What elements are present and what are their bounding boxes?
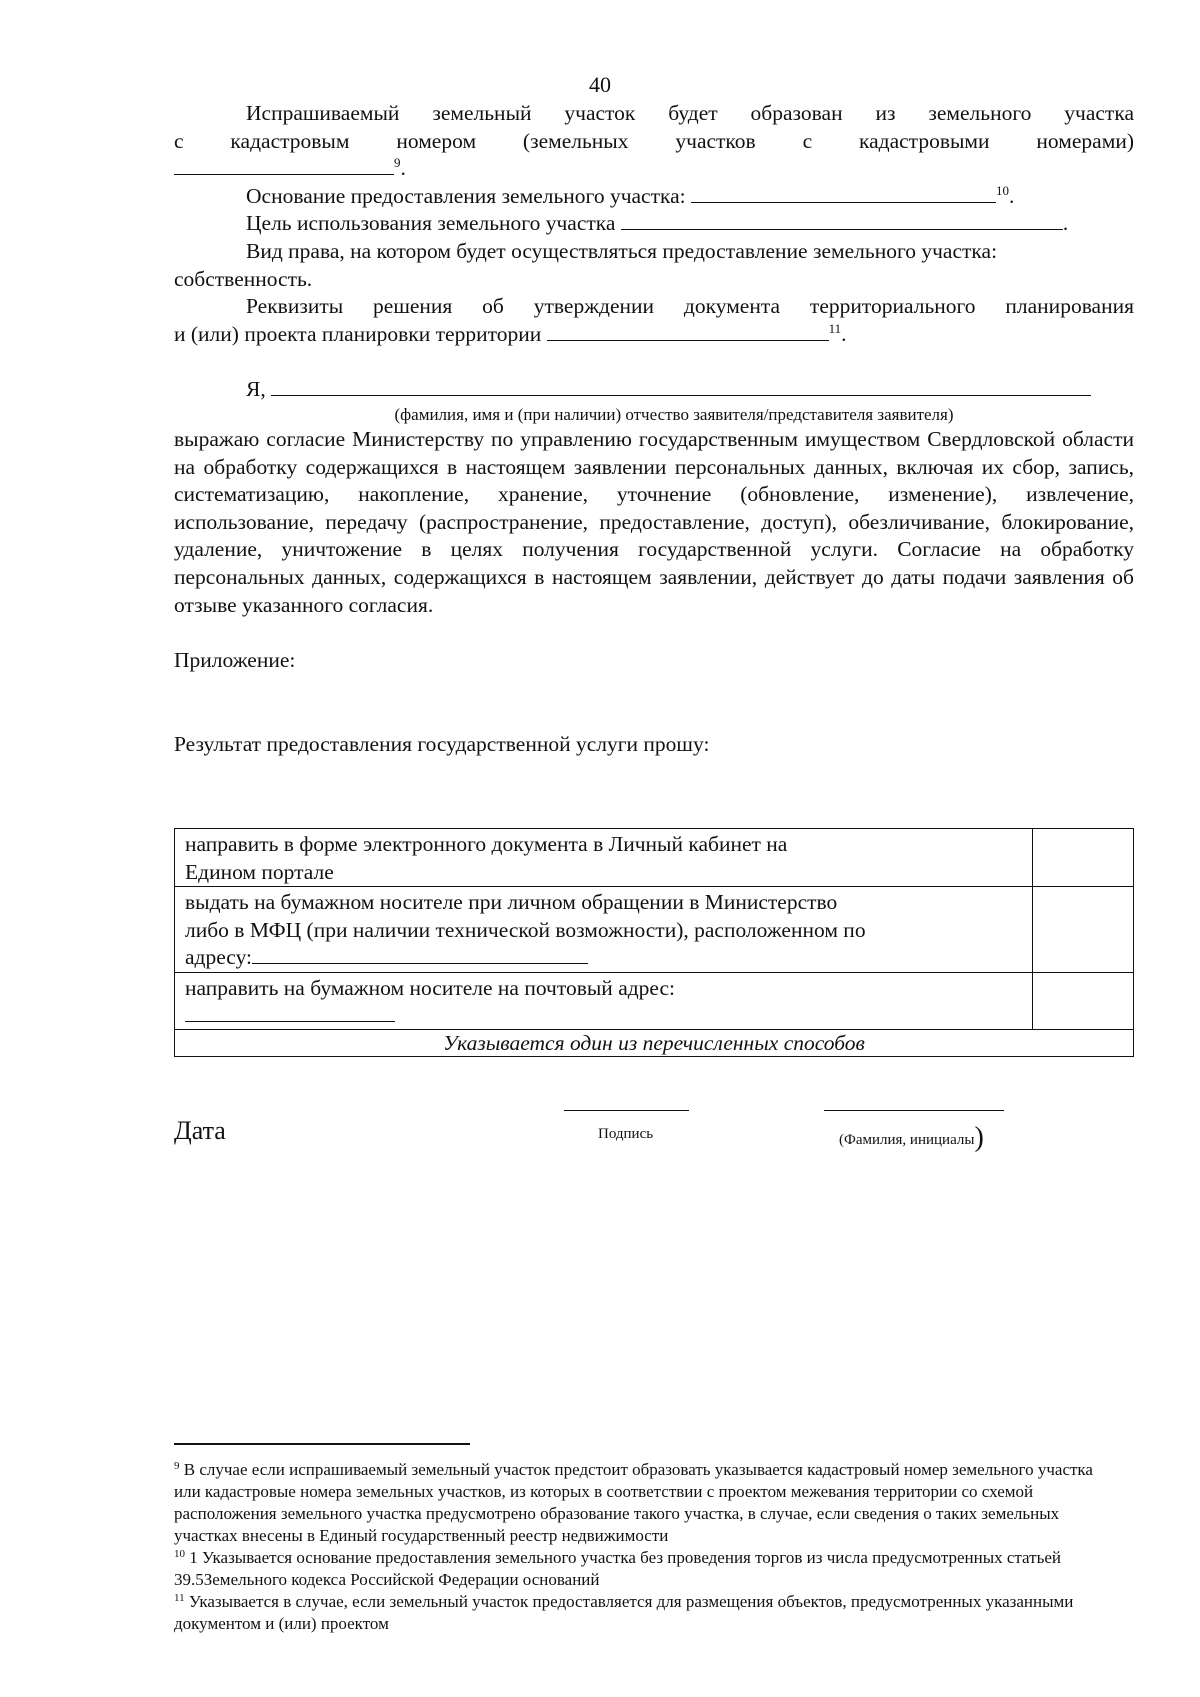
footnote-ref-11[interactable]: 11 (828, 320, 842, 336)
footnote-11 (174, 1591, 1114, 1635)
option-text: выдать на бумажном носителе при личном обращении в Министерство (185, 890, 838, 914)
purpose-label: Цель использования земельного участка (246, 211, 616, 236)
footnote-11-mark: 11 (174, 1592, 185, 1604)
footnote-9 (174, 1459, 1114, 1547)
cadastral-number-blank[interactable] (174, 173, 394, 175)
footnote-9-text: В случае если испрашиваемый земельный участок предстоит образовать указывается кадастровый номер земельного участка или кадастровые номера земельных участков, из которых в соответствии с проектом межевания территории со схемой расположения земельного участка предусмотрено образование такого участка, в случае, если сведения о таких земельных участках внесены в Единый государственный реестр недвижимости (174, 1460, 1093, 1545)
footnote-ref-9[interactable]: 9 (394, 155, 401, 171)
footnote-10 (174, 1547, 1114, 1591)
attachment-area[interactable] (174, 675, 1134, 731)
spacer (174, 348, 1134, 376)
name-caption-text: (Фамилия, инициалы (839, 1132, 975, 1148)
address-label: адресу: (185, 945, 253, 969)
option-text: либо в МФЦ (при наличии технической возможности), расположенном по (185, 917, 866, 942)
footnote-10-mark: 10 (174, 1548, 185, 1560)
result-note: Указывается один из перечисленных способов (175, 1030, 1134, 1057)
basis-blank[interactable] (691, 201, 996, 203)
result-option-electronic (175, 829, 1033, 887)
footnote-9-mark: 9 (174, 1460, 180, 1472)
address-blank[interactable] (252, 962, 588, 964)
name-caption-paren: ) (974, 1122, 984, 1153)
postal-address-blank[interactable] (185, 1020, 395, 1022)
footnote-10-text: 1 Указывается основание предоставления земельного участка без проведения торгов из числа предусмотренных статьей 39.5Земельного кодекса Российской Федерации оснований (174, 1548, 1061, 1589)
attachment-label: Приложение: (174, 648, 296, 673)
right-type-text: Вид права, на котором будет осуществляться предоставление земельного участка: собственность. (174, 238, 998, 291)
option-text (185, 944, 1022, 972)
applicant-name-caption: (фамилия, имя и (при наличии) отчество заявителя/представителя заявителя) (394, 404, 954, 424)
origin-line-2 (174, 128, 1134, 156)
result-options-table (174, 828, 1134, 1057)
application-body (174, 100, 1134, 758)
option-text: направить в форме электронного документа в Личный кабинет на (185, 832, 788, 856)
signature-caption: Подпись (598, 1126, 654, 1142)
option-checkbox-in-person[interactable] (1033, 887, 1134, 973)
option-checkbox-electronic[interactable] (1033, 829, 1134, 887)
footnote-ref-10[interactable]: 10 (996, 182, 1010, 198)
footnote-11-text: Указывается в случае, если земельный участок предоставляется для размещения объектов, предусмотренных указанными документом и (или) проектом (174, 1592, 1074, 1633)
origin-line-1 (174, 100, 1134, 128)
consent-text: выражаю согласие Министерству по управлению государственным имуществом Свердловской области на обработку содержащихся в настоящем заявлении персональных данных, включая их сбор, запись, систематизацию, накопление, хранение, уточнение (обновление, изменение), извлечение, использование, передачу (распространение, предоставление, доступ), обезличивание, блокирование, удаление, уничтожение в целях получения государственной услуги. Согласие на обработку персональных данных, содержащихся в настоящем заявлении, действует до даты подачи заявления об отзыве указанного согласия. (174, 426, 1134, 617)
option-text: Едином портале (185, 859, 334, 884)
purpose-blank[interactable] (621, 228, 1063, 230)
result-option-mail (175, 972, 1033, 1030)
name-initials-line[interactable] (824, 1110, 1004, 1111)
result-label: Результат предоставления государственной услуги прошу: (174, 731, 710, 756)
result-option-row (175, 829, 1134, 887)
option-text: направить на бумажном носителе на почтовый адрес: (185, 975, 676, 1000)
requisites-line-2: и (или) проекта планировки территории $^{11}$. (174, 320, 847, 346)
purpose-paragraph: Цель использования земельного участка . (246, 211, 1069, 236)
origin-line-3: $^9$. (174, 155, 1134, 183)
name-initials-caption (839, 1122, 984, 1154)
requisites-line-1 (174, 293, 1134, 321)
requisites-blank[interactable] (547, 339, 829, 341)
page-number: 40 (589, 72, 611, 97)
footnotes (174, 1459, 1114, 1635)
basis-label: Основание предоставления земельного участка: (246, 183, 686, 208)
spacer (174, 619, 1134, 647)
date-label: Дата (174, 1116, 226, 1145)
result-option-row (175, 887, 1134, 973)
consent-name-line (174, 376, 1134, 404)
origin-text-2: с кадастровым номером (земельных участков с кадастровыми номерами) (174, 128, 1134, 153)
applicant-name-blank[interactable] (271, 394, 1091, 396)
footnote-separator (174, 1443, 470, 1445)
requisites-text-1: Реквизиты решения об утверждении документа территориального планирования (246, 294, 1134, 319)
signature-line[interactable] (564, 1110, 689, 1111)
result-option-in-person (175, 887, 1033, 973)
consent-ya: Я, (246, 377, 266, 402)
option-text (185, 1002, 1022, 1029)
signature-block (174, 1100, 1134, 1160)
right-type-paragraph (174, 238, 1134, 293)
result-note-row (175, 1030, 1134, 1057)
basis-paragraph: Основание предоставления земельного участка: $^{10}$. (246, 182, 1015, 208)
option-checkbox-mail[interactable] (1033, 972, 1134, 1030)
origin-text-1: Испрашиваемый земельный участок будет образован из земельного участка (246, 101, 1134, 125)
requisites-text-2: и (или) проекта планировки территории (174, 321, 542, 346)
result-option-row (175, 972, 1134, 1030)
